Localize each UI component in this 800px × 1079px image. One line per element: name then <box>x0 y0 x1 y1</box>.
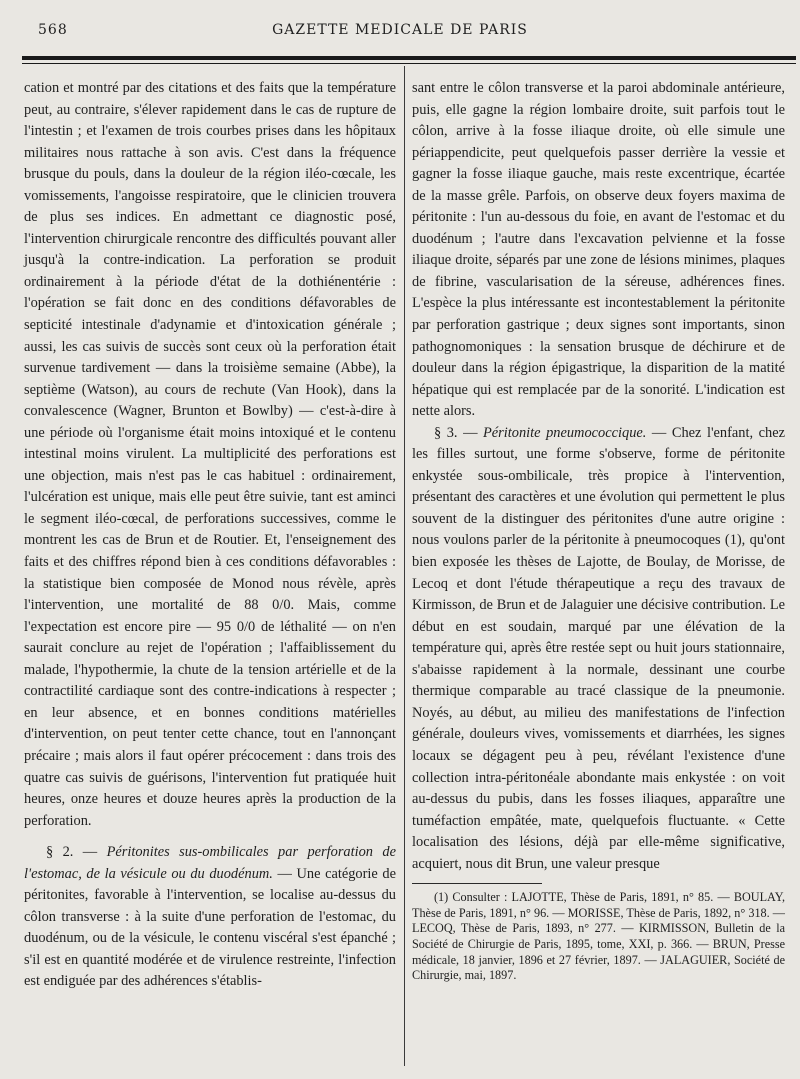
page-header <box>0 22 800 46</box>
footnote: (1) Consulter : LAJOTTE, Thèse de Paris, 1891, n° 85. — BOULAY, Thèse de Paris, 1891, n° 96. — MORISSE, Thèse de Paris, 1892, n° 318. — LECOQ, Thèse de Paris, 1893, n° 277. — KIRMISSON, Bulletin de la Société de Chirurgie de Paris, 1895, tome, XXI, p. 366. — BRUN, Presse médicale, 18 janvier, 1896 et 27 février, 1897. — JALAGUIER, Société de Chirurgie, mai, 1897. <box>412 890 785 983</box>
left-column <box>24 78 396 993</box>
page-number: 568 <box>38 22 68 38</box>
header-rule-thick <box>22 56 796 60</box>
section-3-title: Péritonite pneumococcique. <box>483 424 647 441</box>
right-column <box>412 78 785 984</box>
section-3-paragraph: § 3. — Péritonite pneumococcique. — Chez l'enfant, chez les filles surtout, une forme s'observe, forme de péritonite enkystée sous-ombilicale, très propice à l'intervention, présentant des caractères et une évolution qui permettent le plus souvent de la distinguer des péritonites d'une autre origine : nous voulons parler de la péritonite à pneumocoques (1), qu'ont bien exposée les thèses de Lajotte, de Boulay, de Morisse, de Lecoq et dont l'étude thérapeutique a reçu des travaux de Kirmisson, de Brun et de Jalaguier une décisive contribution. Le début en est soudain, marqué par une élévation de la température qui, après être restée sept ou huit jours stationnaire, s'abaisse rapidement à la normale, dessinant une courbe thermique comparable au tracé classique de la pneumonie. Noyés, au début, au milieu des manifestations de l'infection générale, douleurs vives, vomissements et diarrhées, les signes locaux se dégagent peu à peu, révélant l'existence d'une collection intra-péritonéale abondante mais enkystée : on voit au-dessus du pubis, dans les fosses iliaques, apparaître une tuméfaction empâtée, mate, quelquefois fluctuante. « Cette localisation des lésions, déjà par elle-même significative, acquiert, nous dit Brun, une valeur presque <box>412 424 785 872</box>
header-rule-thin <box>22 63 796 64</box>
section-2-title: Péritonites sus-ombilicales par perforation de l'estomac, de la vésicule ou du duodénum. <box>24 844 396 882</box>
footnote-rule <box>412 883 542 884</box>
section-3-text: — Chez l'enfant, chez les filles surtout, une forme s'observe, forme de péritonite enkystée sous-ombilicale, très propice à l'intervention, présentant des caractères et une évolution qui permettent le plus souvent de la distinguer des péritonites d'une autre origine : nous voulons parler de la péritonite à pneumocoques (1), qu'ont bien exposée les thèses de Lajotte, de Boulay, de Morisse, de Lecoq et dont l'étude thérapeutique a reçu des travaux de Kirmisson, de Brun et de Jalaguier une décisive contribution. Le début en est soudain, marqué par une élévation de la température qui, après être restée sept ou huit jours stationnaire, s'abaisse rapidement à la normale, dessinant une courbe thermique comparable au tracé classique de la pneumonie. Noyés, au début, au milieu des manifestations de l'infection générale, douleurs vives, vomissements et diarrhées, les signes locaux se dégagent peu à peu, révélant l'existence d'une collection intra-péritonéale abondante mais enkystée : on voit au-dessus du pubis, dans les fosses iliaques, apparaître une tuméfaction empâtée, mate, quelquefois fluctuante. « Cette localisation des lésions, déjà par elle-même significative, acquiert, nous dit Brun, une valeur presque <box>412 424 785 872</box>
section-2-text: — Une catégorie de péritonites, favorable à l'intervention, se localise au-dessus du côlon transverse : à la suite d'une perforation de l'estomac, du duodénum, ou de la vésicule, le contenu viscéral s'est épanché ; s'il est en quantité modérée et de virulence restreinte, l'infection est endiguée par des adhérences s'établis- <box>24 865 396 990</box>
column-divider <box>404 66 405 1066</box>
left-paragraph-1: cation et montré par des citations et des faits que la température peut, au contraire, s'élever rapidement dans le cas de rupture de l'intestin ; et l'examen de trois courbes prises dans les hôpitaux militaires nous rattache à son avis. C'est dans la fréquence brusque du pouls, dans la douleur de la région iléo-cœcale, les vomissements, l'angoisse respiratoire, que le clinicien trouvera de plus ses indices. En admettant ce diagnostic posé, l'intervention chirurgicale rencontre des difficultés pouvant aller jusqu'à la contre-indication. La perforation se produit ordinairement à la période d'état de la dothiénentérie : l'opération se fait donc en des conditions défavorables de septicité intestinale d'adynamie et d'intoxication générale ; aussi, les cas suivis de succès sont ceux où la perforation était survenue tardivement — dans la troisième semaine (Abbe), la septième (Watson), au cours de rechute (Van Hook), dans la convalescence (Wagner, Brunton et Bowlby) — c'est-à-dire à une période où l'organisme était moins intoxiqué et le contenu intestinal moins virulent. La multiplicité des perforations est une objection, mais n'est pas le cas habituel : ordinairement, l'ulcération est unique, mais elle peut être suivie, tant est aminci le segment iléo-cœcal, de perforations successives, comme le montrent les cas de Brun et de Routier. Et, l'enseignement des faits et des chiffres répond bien à ces conditions défavorables : la statistique bien composée de Monod nous révèle, après l'intervention, une mortalité de 88 0/0. Mais, comme l'expectation est encore pire — 95 0/0 de léthalité — on n'en saurait conclure au rejet de l'opération ; l'affaiblissement du malade, l'hypothermie, la chute de la tension artérielle et de la contractilité cardiaque sont des contre-indications à respecter ; en leur absence, et en bonnes conditions matérielles d'intervention, on peut tenter cette chance, tout en l'annonçant précaire ; mais alors il faut opérer précocement : dans trois des quatre cas suivis de guérisons, l'intervention fut pratiquée huit heures, onze heures et douze heures après la production de la perforation. <box>24 80 396 829</box>
section-3-number: § 3. <box>434 424 458 441</box>
section-2-paragraph: § 2. — Péritonites sus-ombilicales par perforation de l'estomac, de la vésicule ou du duodénum. — Une catégorie de péritonites, favorable à l'intervention, se localise au-dessus du côlon transverse : à la suite d'une perforation de l'estomac, du duodénum, ou de la vésicule, le contenu viscéral s'est épanché ; s'il est en quantité modérée et de virulence restreinte, l'infection est endiguée par des adhérences s'établis- <box>24 844 396 990</box>
section-2-number: § 2. <box>46 844 74 861</box>
journal-title: GAZETTE MEDICALE DE PARIS <box>272 22 528 38</box>
right-paragraph-1: sant entre le côlon transverse et la paroi abdominale antérieure, puis, elle gagne la région lombaire droite, suit parfois tout le côlon, arrive à la fosse iliaque droite, où elle simule une périappendicite, peut quelquefois passer derrière la vessie et gagner la fosse iliaque gauche, mais reste excentrique, écartée de la masse grêle. Parfois, on observe deux foyers maxima de péritonite : l'un au-dessous du foie, en avant de l'estomac et du duodénum ; l'autre dans l'excavation pelvienne et la fosse iliaque droite, séparés par une zone de lésions minimes, plaques de fibrine, vascularisation de la séreuse, adhérences fines. L'espèce la plus intéressante est incontestablement la péritonite par perforation gastrique ; deux signes sont importants, sinon pathognomoniques : la sensation brusque de déchirure et de douleur dans la région épigastrique, la disparition de la matité hépatique qui est remplacée par de la sonorité. L'indication est nette alors. <box>412 80 785 420</box>
